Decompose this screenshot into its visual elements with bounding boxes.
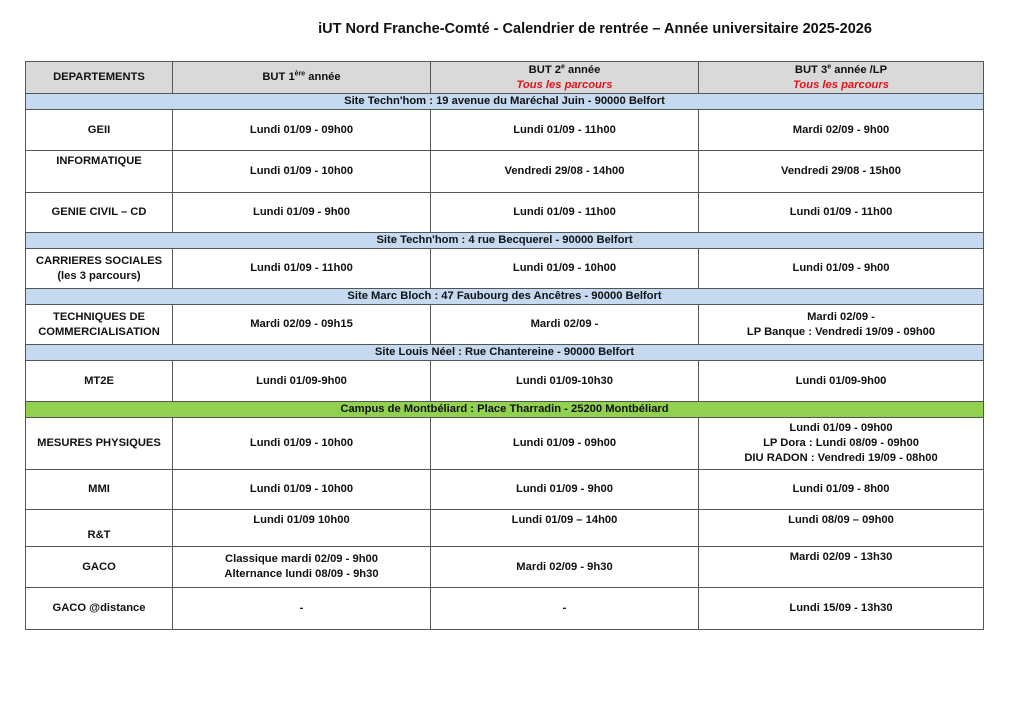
header-but2: BUT 2e année Tous les parcours bbox=[431, 62, 699, 94]
site-row bbox=[26, 345, 984, 361]
but1-cell: Lundi 01/09 - 10h00 bbox=[173, 418, 431, 470]
table-row bbox=[26, 510, 984, 547]
table-row bbox=[26, 110, 984, 151]
table-row bbox=[26, 588, 984, 630]
but3-cell: Lundi 01/09 - 8h00 bbox=[699, 470, 984, 510]
dept-cell: MT2E bbox=[26, 361, 173, 402]
table-row bbox=[26, 470, 984, 510]
but3-cell: Lundi 15/09 - 13h30 bbox=[699, 588, 984, 630]
site-label: Site Marc Bloch : 47 Faubourg des Ancêtres - 90000 Belfort bbox=[26, 289, 984, 305]
dept-cell: CARRIERES SOCIALES (les 3 parcours) bbox=[26, 249, 173, 289]
dept-cell: MESURES PHYSIQUES bbox=[26, 418, 173, 470]
but2-cell: Mardi 02/09 - bbox=[431, 305, 699, 345]
site-label: Site Techn'hom : 4 rue Becquerel - 90000 Belfort bbox=[26, 233, 984, 249]
table-row bbox=[26, 418, 984, 470]
but1-cell: Lundi 01/09 - 11h00 bbox=[173, 249, 431, 289]
but3-cell: Lundi 08/09 – 09h00 bbox=[699, 510, 984, 547]
but3-cell: Lundi 01/09 - 9h00 bbox=[699, 249, 984, 289]
but3-cell: Mardi 02/09 - 9h00 bbox=[699, 110, 984, 151]
calendar-table bbox=[25, 61, 984, 630]
but2-cell: - bbox=[431, 588, 699, 630]
header-row bbox=[26, 62, 984, 94]
but2-cell: Mardi 02/09 - 9h30 bbox=[431, 547, 699, 588]
table-row bbox=[26, 193, 984, 233]
dept-cell: GEII bbox=[26, 110, 173, 151]
but3-cell: Mardi 02/09 - 13h30 bbox=[699, 547, 984, 588]
but1-cell: Classique mardi 02/09 - 9h00 Alternance lundi 08/09 - 9h30 bbox=[173, 547, 431, 588]
document-title: iUT Nord Franche-Comté - Calendrier de rentrée – Année universitaire 2025-2026 bbox=[318, 21, 872, 37]
header-departements: DEPARTEMENTS bbox=[26, 62, 173, 94]
header-but1: BUT 1ère année bbox=[173, 62, 431, 94]
but2-cell: Lundi 01/09 – 14h00 bbox=[431, 510, 699, 547]
but2-cell: Vendredi 29/08 - 14h00 bbox=[431, 151, 699, 193]
dept-cell: INFORMATIQUE bbox=[26, 151, 173, 193]
but1-cell: Lundi 01/09 - 10h00 bbox=[173, 470, 431, 510]
but2-cell: Lundi 01/09 - 11h00 bbox=[431, 110, 699, 151]
but1-cell: Lundi 01/09 - 9h00 bbox=[173, 193, 431, 233]
dept-cell: R&T bbox=[26, 510, 173, 547]
dept-cell: TECHNIQUES DE COMMERCIALISATION bbox=[26, 305, 173, 345]
dept-cell: GACO bbox=[26, 547, 173, 588]
dept-cell: GACO @distance bbox=[26, 588, 173, 630]
but3-note: Tous les parcours bbox=[793, 78, 889, 91]
but2-cell: Lundi 01/09 - 9h00 bbox=[431, 470, 699, 510]
but1-cell: Lundi 01/09 - 10h00 bbox=[173, 151, 431, 193]
but3-cell: Lundi 01/09-9h00 bbox=[699, 361, 984, 402]
site-label: Campus de Montbéliard : Place Tharradin - 25200 Montbéliard bbox=[26, 402, 984, 418]
site-row bbox=[26, 94, 984, 110]
but2-cell: Lundi 01/09 - 09h00 bbox=[431, 418, 699, 470]
but3-cell: Lundi 01/09 - 09h00 LP Dora : Lundi 08/09 - 09h00 DIU RADON : Vendredi 19/09 - 08h00 bbox=[699, 418, 984, 470]
but2-cell: Lundi 01/09-10h30 bbox=[431, 361, 699, 402]
header-but3: BUT 3e année /LP Tous les parcours bbox=[699, 62, 984, 94]
but3-cell: Lundi 01/09 - 11h00 bbox=[699, 193, 984, 233]
site-label: Site Louis Néel : Rue Chantereine - 90000 Belfort bbox=[26, 345, 984, 361]
but2-note: Tous les parcours bbox=[516, 78, 613, 91]
but1-cell: - bbox=[173, 588, 431, 630]
but1-cell: Mardi 02/09 - 09h15 bbox=[173, 305, 431, 345]
dept-cell: MMI bbox=[26, 470, 173, 510]
table-row bbox=[26, 361, 984, 402]
but3-cell: Vendredi 29/08 - 15h00 bbox=[699, 151, 984, 193]
site-row bbox=[26, 289, 984, 305]
site-label: Site Techn'hom : 19 avenue du Maréchal Juin - 90000 Belfort bbox=[26, 94, 984, 110]
but2-cell: Lundi 01/09 - 11h00 bbox=[431, 193, 699, 233]
table-row bbox=[26, 151, 984, 193]
but2-cell: Lundi 01/09 - 10h00 bbox=[431, 249, 699, 289]
site-row bbox=[26, 233, 984, 249]
dept-cell: GENIE CIVIL – CD bbox=[26, 193, 173, 233]
table-row bbox=[26, 249, 984, 289]
but1-cell: Lundi 01/09 - 09h00 bbox=[173, 110, 431, 151]
but1-cell: Lundi 01/09-9h00 bbox=[173, 361, 431, 402]
but1-cell: Lundi 01/09 10h00 bbox=[173, 510, 431, 547]
table-row bbox=[26, 547, 984, 588]
table-row bbox=[26, 305, 984, 345]
but3-cell: Mardi 02/09 - LP Banque : Vendredi 19/09 - 09h00 bbox=[699, 305, 984, 345]
site-row bbox=[26, 402, 984, 418]
